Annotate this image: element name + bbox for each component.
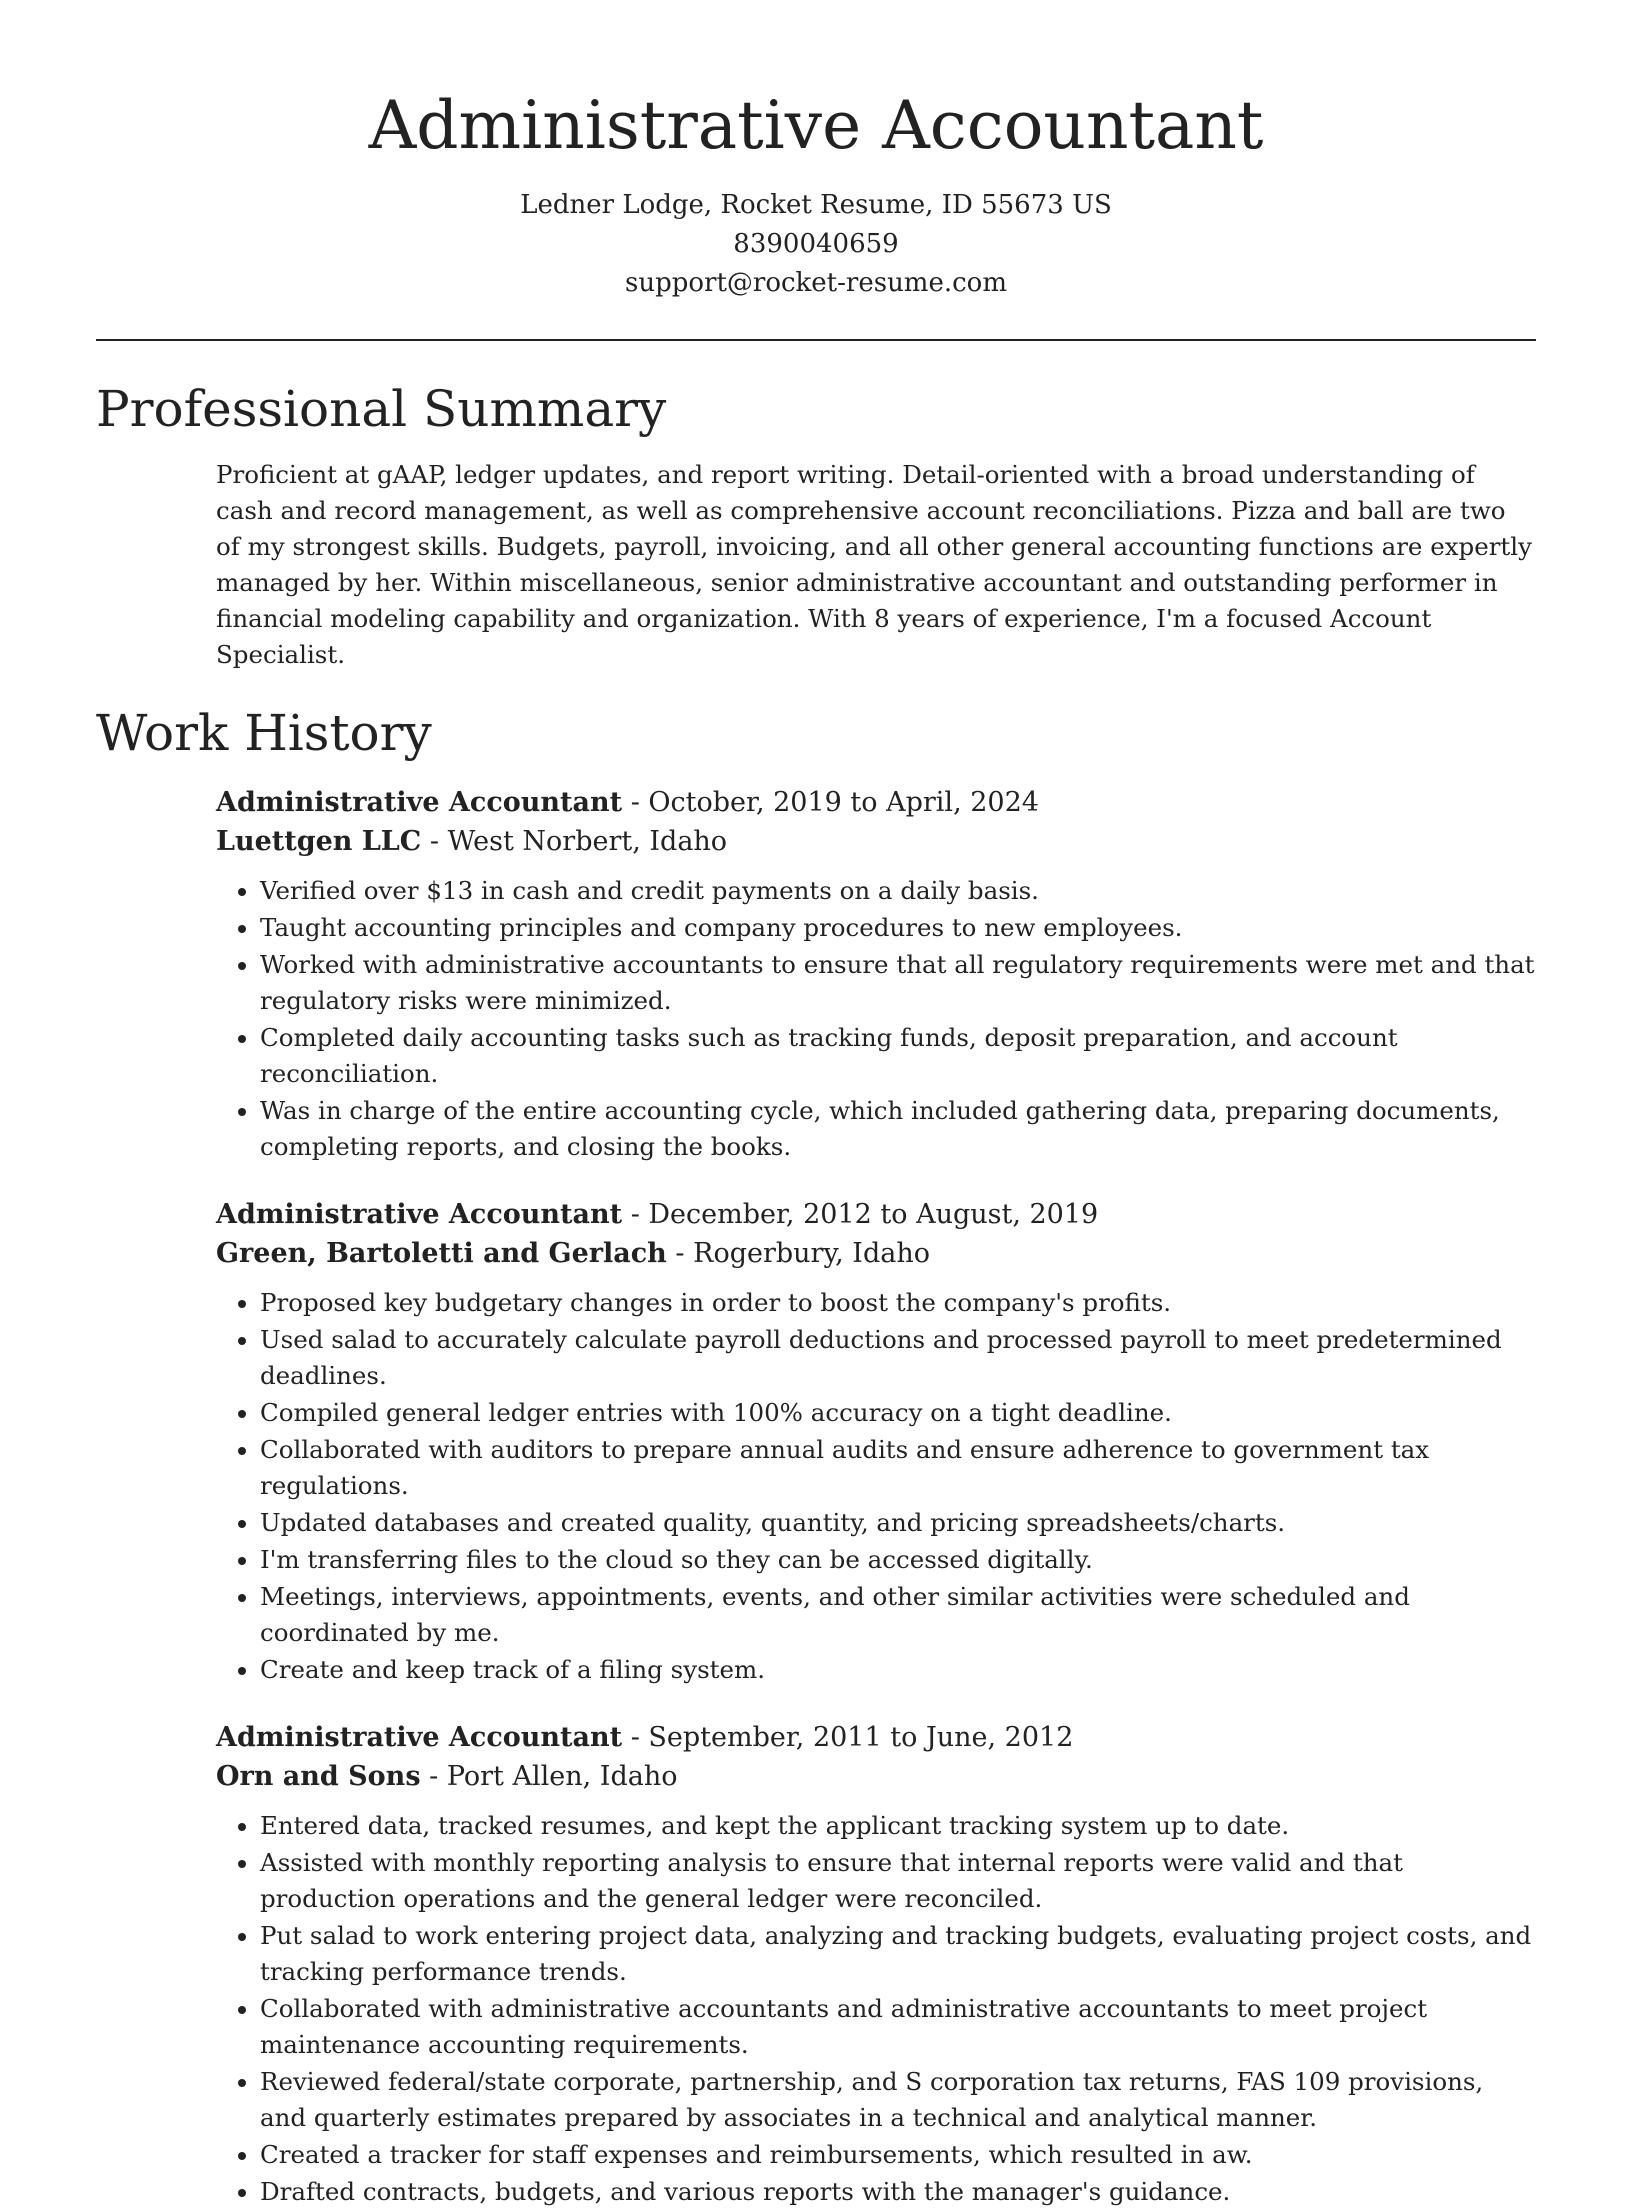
job-role: Administrative Accountant xyxy=(216,1199,623,1230)
job-location: - West Norbert, Idaho xyxy=(421,826,728,857)
job-bullet: • Verified over $13 in cash and credit payments on a daily basis. xyxy=(260,873,1536,909)
job-dates: - September, 2011 to June, 2012 xyxy=(622,1722,1074,1753)
job-bullet: • Collaborated with administrative accountants and administrative accountants to meet project maintenance accounting requirements. xyxy=(260,1991,1536,2063)
resume-header xyxy=(96,80,1536,303)
job-location: - Port Allen, Idaho xyxy=(420,1761,678,1792)
job-bullet: • Collaborated with auditors to prepare annual audits and ensure adherence to government tax regulations. xyxy=(260,1432,1536,1504)
resume-name: Administrative Accountant xyxy=(368,87,1264,164)
contact-info xyxy=(96,186,1536,303)
job-bullet: • I'm transferring files to the cloud so they can be accessed digitally. xyxy=(260,1542,1536,1578)
job-entry xyxy=(216,1718,1536,2210)
job-bullet: • Reviewed federal/state corporate, partnership, and S corporation tax returns, FAS 109 provisions, and quarterly estimates prepared by associates in a technical and analytical manner. xyxy=(260,2064,1536,2136)
job-dates: - October, 2019 to April, 2024 xyxy=(622,787,1039,818)
contact-address: Ledner Lodge, Rocket Resume, ID 55673 US xyxy=(520,190,1112,220)
job-bullet: • Assisted with monthly reporting analysis to ensure that internal reports were valid and that production operations and the general ledger were reconciled. xyxy=(260,1845,1536,1917)
job-bullets xyxy=(216,1808,1536,2210)
job-title-line xyxy=(216,1718,1536,1757)
job-bullet: • Entered data, tracked resumes, and kept the applicant tracking system up to date. xyxy=(260,1808,1536,1844)
job-bullet: • Created a tracker for staff expenses and reimbursements, which resulted in aw. xyxy=(260,2137,1536,2173)
job-bullet: • Worked with administrative accountants to ensure that all regulatory requirements were met and that regulatory risks were minimized. xyxy=(260,947,1536,1019)
job-entry xyxy=(216,1195,1536,1688)
job-bullet: • Taught accounting principles and company procedures to new employees. xyxy=(260,910,1536,946)
job-role: Administrative Accountant xyxy=(216,1722,623,1753)
job-bullet: • Proposed key budgetary changes in order to boost the company's profits. xyxy=(260,1285,1536,1321)
job-bullet: • Used salad to accurately calculate payroll deductions and processed payroll to meet predetermined deadlines. xyxy=(260,1322,1536,1394)
job-location: - Rogerbury, Idaho xyxy=(666,1238,930,1269)
job-bullet: • Create and keep track of a filing system. xyxy=(260,1652,1536,1688)
job-entry xyxy=(216,783,1536,1165)
work-history-title: Work History xyxy=(96,704,432,762)
job-company: Luettgen LLC xyxy=(216,826,422,857)
summary-text: Proficient at gAAP, ledger updates, and report writing. Detail-oriented with a broad understanding of cash and record management, as well as comprehensive account reconciliations. Pizza and ball are two of my strongest skills. Budgets, payroll, invoicing, and all other general accounting functions are expertly managed by her. Within miscellaneous, senior administrative accountant and outstanding performer in financial modeling capability and organization. With 8 years of experience, I'm a focused Account Specialist. xyxy=(216,460,1532,669)
job-title-line xyxy=(216,1195,1536,1234)
job-company-line xyxy=(216,1234,1536,1273)
job-role: Administrative Accountant xyxy=(216,787,623,818)
job-company-line xyxy=(216,1757,1536,1796)
job-company: Green, Bartoletti and Gerlach xyxy=(216,1238,667,1269)
summary-title: Professional Summary xyxy=(96,380,667,438)
job-bullet: • Put salad to work entering project data, analyzing and tracking budgets, evaluating project costs, and tracking performance trends. xyxy=(260,1918,1536,1990)
job-company-line xyxy=(216,822,1536,861)
contact-phone: 8390040659 xyxy=(733,229,899,259)
job-bullet: • Drafted contracts, budgets, and various reports with the manager's guidance. xyxy=(260,2174,1536,2210)
header-divider xyxy=(96,339,1536,341)
job-bullets xyxy=(216,873,1536,1165)
job-dates: - December, 2012 to August, 2019 xyxy=(622,1199,1099,1230)
job-bullet: • Meetings, interviews, appointments, events, and other similar activities were scheduled and coordinated by me. xyxy=(260,1579,1536,1651)
job-bullet: • Completed daily accounting tasks such as tracking funds, deposit preparation, and account reconciliation. xyxy=(260,1020,1536,1092)
contact-email: support@rocket-resume.com xyxy=(624,268,1007,298)
job-bullet: • Was in charge of the entire accounting cycle, which included gathering data, preparing documents, completing reports, and closing the books. xyxy=(260,1093,1536,1165)
job-title-line xyxy=(216,783,1536,822)
job-company: Orn and Sons xyxy=(216,1761,421,1792)
job-bullet: • Updated databases and created quality, quantity, and pricing spreadsheets/charts. xyxy=(260,1505,1536,1541)
job-bullet: • Compiled general ledger entries with 100% accuracy on a tight deadline. xyxy=(260,1395,1536,1431)
job-bullets xyxy=(216,1285,1536,1688)
